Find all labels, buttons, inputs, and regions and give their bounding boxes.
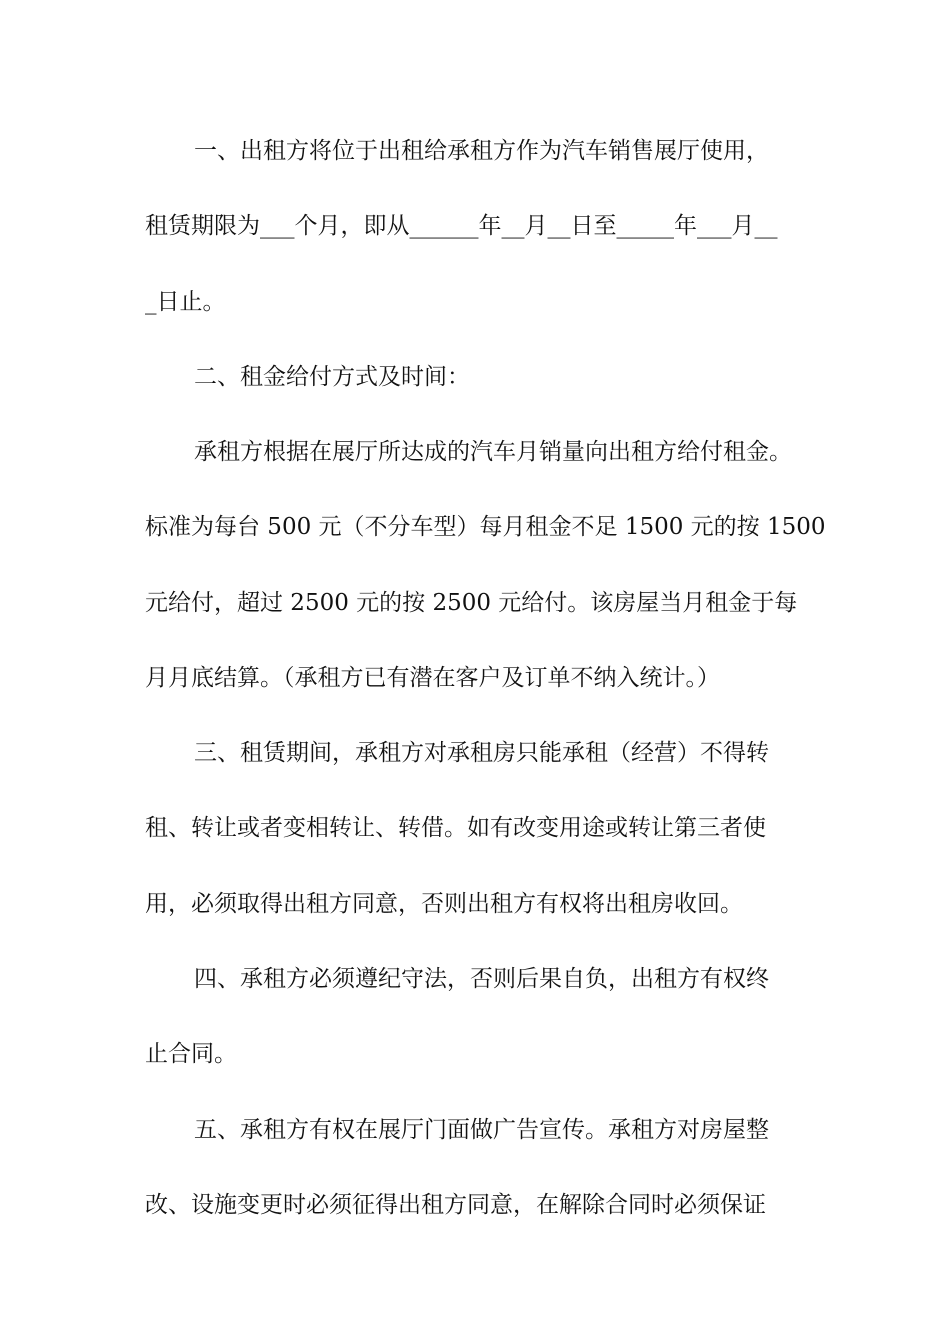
clause-3-line-2: 租、转让或者变相转让、转借。如有改变用途或转让第三者使 bbox=[145, 815, 766, 841]
rent-paragraph-line-3: 元给付，超过 2500 元的按 2500 元给付。该房屋当月租金于每 bbox=[145, 590, 798, 616]
clause-3-line-1: 三、租赁期间，承租方对承租房只能承租（经营）不得转 bbox=[194, 740, 769, 766]
clause-1-line-1: 一、出租方将位于出租给承租方作为汽车销售展厅使用， bbox=[194, 138, 769, 164]
clause-4-line-2: 止合同。 bbox=[145, 1041, 237, 1067]
clause-3-line-3: 用，必须取得出租方同意，否则出租方有权将出租房收回。 bbox=[145, 891, 743, 917]
clause-5-line-1: 五、承租方有权在展厅门面做广告宣传。承租方对房屋整 bbox=[194, 1117, 769, 1143]
rent-paragraph-line-2: 标准为每台 500 元（不分车型）每月租金不足 1500 元的按 1500 bbox=[145, 514, 826, 540]
rent-paragraph-line-4: 月月底结算。（承租方已有潜在客户及订单不纳入统计。） bbox=[145, 665, 720, 691]
clause-2-heading: 二、租金给付方式及时间： bbox=[194, 364, 470, 390]
rent-paragraph-line-1: 承租方根据在展厅所达成的汽车月销量向出租方给付租金。 bbox=[194, 439, 792, 465]
clause-1-line-3: _日止。 bbox=[145, 289, 226, 315]
clause-1-line-2: 租赁期限为___个月，即从______年__月__日至_____年___月__ bbox=[145, 213, 778, 239]
clause-4-line-1: 四、承租方必须遵纪守法，否则后果自负，出租方有权终 bbox=[194, 966, 769, 992]
clause-5-line-2: 改、设施变更时必须征得出租方同意，在解除合同时必须保证 bbox=[145, 1192, 766, 1218]
